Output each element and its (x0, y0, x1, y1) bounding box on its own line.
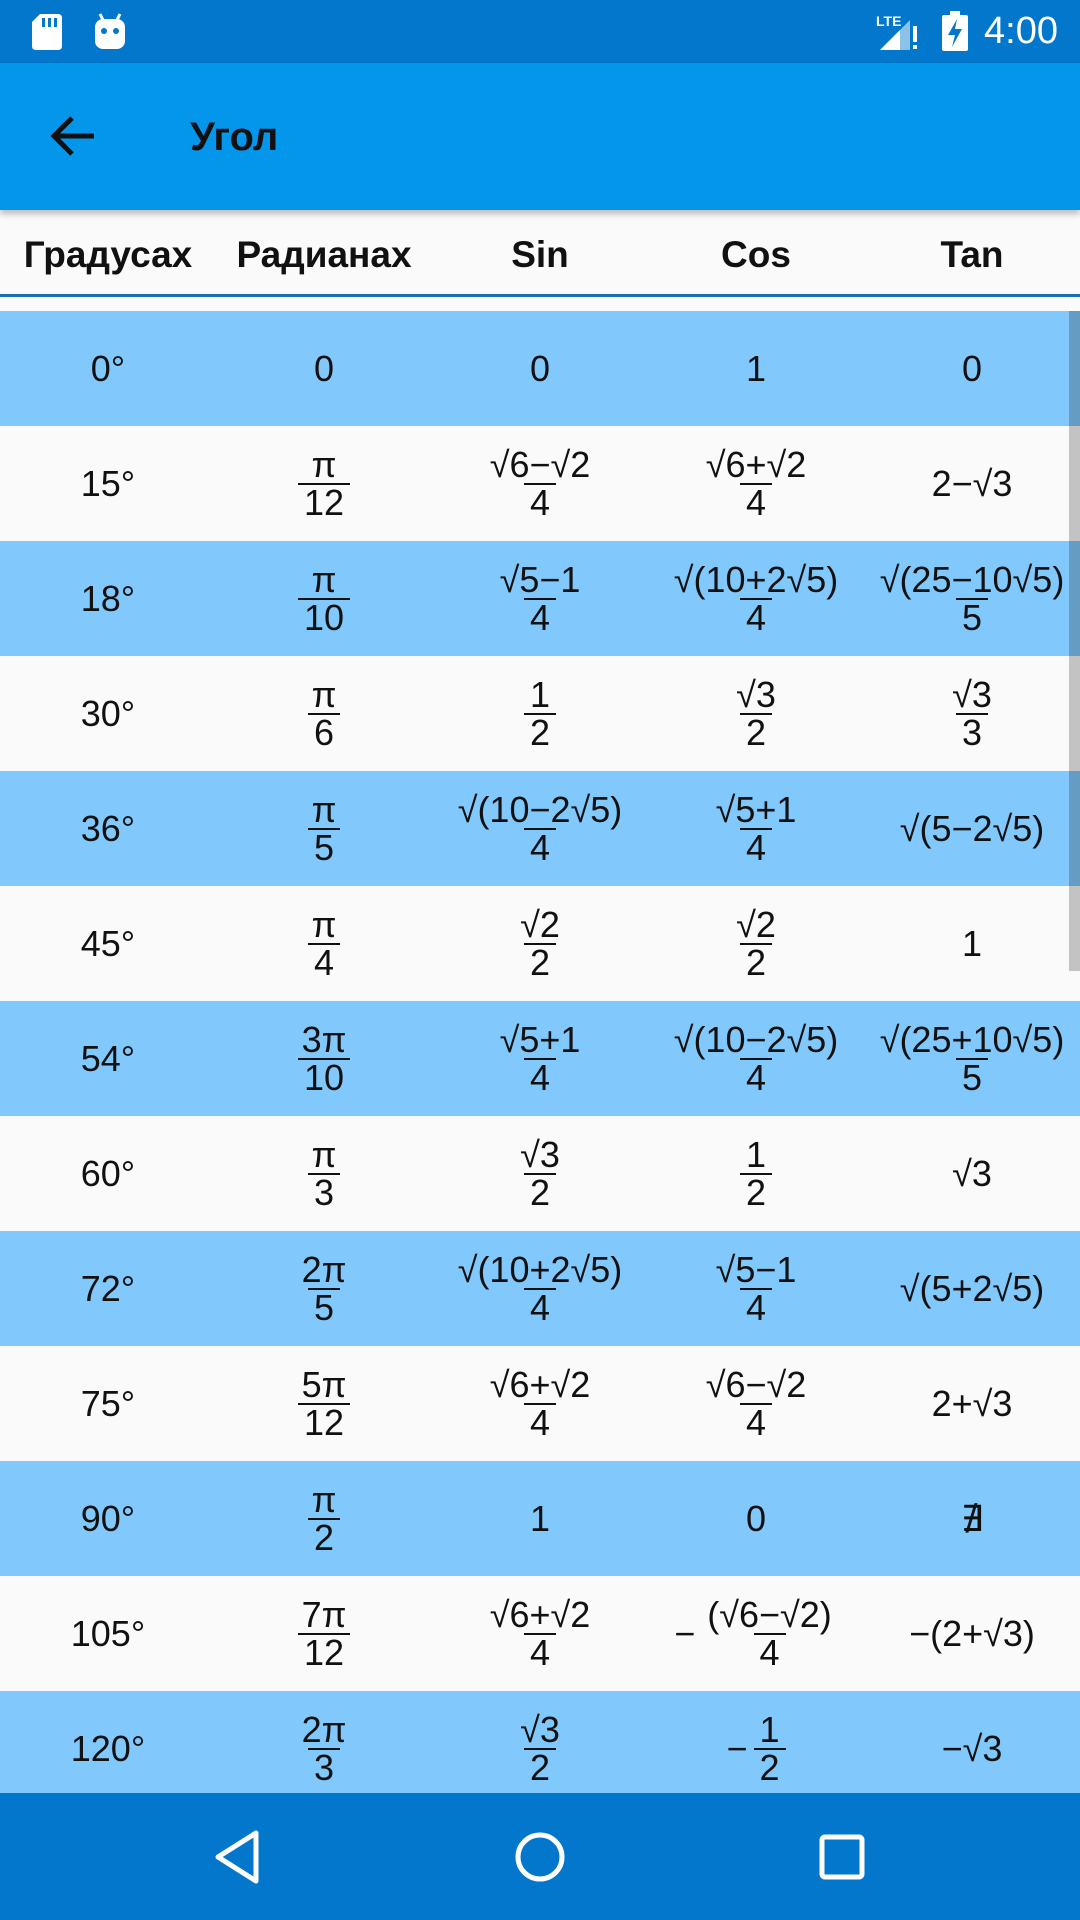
fraction: $\frac{1}{2}$ (524, 677, 556, 751)
cell-radians (216, 426, 432, 541)
cell-degrees: 90° (80, 1497, 136, 1539)
android-icon (92, 12, 128, 50)
cell-sin (432, 1691, 648, 1806)
fraction: $\frac{√6-√2}{4}$ (705, 1363, 807, 1443)
table-row (0, 1691, 1080, 1806)
cell-degrees: 30° (80, 692, 136, 734)
cell-degrees: 105° (70, 1612, 146, 1654)
fraction: $\frac{√6+√2}{4}$ (489, 1363, 591, 1443)
cell-radians (216, 1116, 432, 1231)
cell-radians (216, 1576, 432, 1691)
battery-charging-icon (940, 11, 970, 51)
cell-sin (432, 541, 648, 656)
cell-cos: 0 (745, 1497, 767, 1539)
table-row (0, 1001, 1080, 1116)
cell-radians (216, 1461, 432, 1576)
fraction: $\frac{1}{2}$ (754, 1712, 786, 1786)
fraction: $\frac{√5-1}{4}$ (499, 558, 581, 638)
cell-radians (216, 541, 432, 656)
cell-degrees: 15° (80, 462, 136, 504)
fraction: $\frac{√5+1}{4}$ (499, 1018, 581, 1098)
cell-tan: √(5+2√5) (899, 1267, 1045, 1309)
table-row (0, 1346, 1080, 1461)
trig-table (0, 311, 1080, 1806)
fraction: $\frac{√6+√2}{4}$ (489, 1593, 591, 1673)
cell-degrees: 36° (80, 807, 136, 849)
table-row (0, 886, 1080, 1001)
fraction: $\frac{√(25+10√5)}{5}$ (879, 1018, 1065, 1098)
arrow-back-icon[interactable] (48, 111, 98, 161)
cell-tan: 1 (961, 922, 983, 964)
fraction: $\frac{\pi}{5}$ (306, 792, 343, 866)
cell-cos: 1 (745, 347, 767, 389)
fraction: $\frac{√3}{2}$ (736, 673, 776, 753)
cell-tan (864, 1001, 1080, 1116)
cell-sin (432, 1001, 648, 1116)
scrollbar[interactable] (1069, 311, 1080, 971)
fraction: $\frac{√5-1}{4}$ (715, 1248, 797, 1328)
cell-tan (864, 541, 1080, 656)
cell-sin (432, 656, 648, 771)
fraction: $\frac{3\pi}{10}$ (296, 1022, 353, 1096)
table-row (0, 1116, 1080, 1231)
fraction: $\frac{√3}{2}$ (520, 1708, 560, 1788)
fraction: $\frac{\pi}{2}$ (306, 1482, 343, 1556)
table-row (0, 1461, 1080, 1576)
fraction: $\frac{√(10+2√5)}{4}$ (457, 1248, 623, 1328)
cell-sin (432, 886, 648, 1001)
cell-cos: − $\frac{(√6-√2)}{4}$ (648, 1576, 864, 1691)
fraction: $\frac{1}{2}$ (740, 1137, 772, 1211)
fraction: $\frac{\pi}{6}$ (306, 677, 343, 751)
header-radians: Радианах (236, 234, 412, 275)
cell-radians (216, 1001, 432, 1116)
lte-signal-icon (876, 12, 922, 52)
fraction: $\frac{7\pi}{12}$ (296, 1597, 353, 1671)
cell-cos (648, 426, 864, 541)
cell-cos (648, 771, 864, 886)
cell-degrees: 60° (80, 1152, 136, 1194)
fraction: $\frac{√2}{2}$ (736, 903, 776, 983)
cell-tan: ∄ (960, 1497, 984, 1539)
fraction: $\frac{5\pi}{12}$ (296, 1367, 353, 1441)
cell-degrees: 72° (80, 1267, 136, 1309)
cell-tan: √(5−2√5) (899, 807, 1045, 849)
back-triangle-icon[interactable] (206, 1825, 270, 1889)
fraction: $\frac{√6-√2}{4}$ (489, 443, 591, 523)
cell-cos (648, 541, 864, 656)
header-tan: Tan (940, 234, 1004, 275)
cell-tan: 2−√3 (931, 462, 1013, 504)
status-bar (0, 0, 1080, 63)
cell-cos (648, 1346, 864, 1461)
cell-sin (432, 1231, 648, 1346)
cell-degrees: 75° (80, 1382, 136, 1424)
fraction: $\frac{\pi}{10}$ (298, 562, 350, 636)
fraction: $\frac{2\pi}{3}$ (301, 1708, 347, 1788)
cell-sin (432, 1116, 648, 1231)
cell-degrees: 0° (90, 347, 126, 389)
header-cos: Cos (721, 234, 791, 275)
header-degrees: Градусах (23, 234, 193, 275)
cell-degrees: 120° (70, 1727, 146, 1769)
fraction: $\frac{2\pi}{5}$ (301, 1248, 347, 1328)
cell-radians (216, 886, 432, 1001)
cell-cos (648, 1116, 864, 1231)
app-bar (0, 63, 1080, 210)
table-row (0, 1576, 1080, 1691)
fraction: $\frac{√6+√2}{4}$ (705, 443, 807, 523)
cell-tan: 2+√3 (931, 1382, 1013, 1424)
table-header (0, 210, 1080, 297)
fraction: $\frac{√(10-2√5)}{4}$ (457, 788, 623, 868)
table-row (0, 771, 1080, 886)
cell-cos (648, 656, 864, 771)
header-sin: Sin (511, 234, 569, 275)
cell-tan: −√3 (941, 1727, 1003, 1769)
cell-cos (648, 886, 864, 1001)
cell-radians: 0 (313, 347, 335, 389)
clock-time: 4:00 (984, 10, 1058, 52)
recents-square-icon[interactable] (810, 1825, 874, 1889)
fraction: $\frac{\pi}{4}$ (306, 907, 343, 981)
table-row (0, 541, 1080, 656)
table-row (0, 1231, 1080, 1346)
fraction: $\frac{\pi}{12}$ (298, 447, 350, 521)
cell-tan (864, 656, 1080, 771)
fraction: $\frac{√3}{3}$ (952, 673, 992, 753)
cell-sin: 0 (529, 347, 551, 389)
table-row (0, 426, 1080, 541)
fraction: $\frac{√2}{2}$ (520, 903, 560, 983)
fraction: $\frac{√(10-2√5)}{4}$ (673, 1018, 839, 1098)
cell-degrees: 45° (80, 922, 136, 964)
cell-sin (432, 771, 648, 886)
cell-cos (648, 1231, 864, 1346)
cell-radians (216, 1691, 432, 1806)
cell-sin (432, 1346, 648, 1461)
cell-sin (432, 426, 648, 541)
cell-radians (216, 656, 432, 771)
cell-radians (216, 1231, 432, 1346)
fraction: $\frac{(√6-√2)}{4}$ (707, 1593, 832, 1673)
cell-degrees: 18° (80, 577, 136, 619)
cell-tan: −(2+√3) (909, 1612, 1035, 1654)
fraction: $\frac{√(25-10√5)}{5}$ (879, 558, 1065, 638)
cell-tan: 0 (961, 347, 983, 389)
cell-radians (216, 1346, 432, 1461)
cell-tan: √3 (952, 1152, 992, 1194)
sd-card-icon (32, 14, 62, 50)
navigation-bar (0, 1793, 1080, 1920)
table-row (0, 311, 1080, 426)
home-circle-icon[interactable] (508, 1825, 572, 1889)
fraction: $\frac{\pi}{3}$ (306, 1137, 343, 1211)
cell-sin (432, 1576, 648, 1691)
cell-cos: − $\frac{1}{2}$ (648, 1691, 864, 1806)
cell-sin: 1 (529, 1497, 551, 1539)
table-row (0, 656, 1080, 771)
page-title: Угол (190, 115, 279, 159)
cell-cos (648, 1001, 864, 1116)
svg-text:LTE: LTE (876, 13, 902, 29)
cell-degrees: 54° (80, 1037, 136, 1079)
cell-radians (216, 771, 432, 886)
fraction: $\frac{√5+1}{4}$ (715, 788, 797, 868)
fraction: $\frac{√(10+2√5)}{4}$ (673, 558, 839, 638)
fraction: $\frac{√3}{2}$ (520, 1133, 560, 1213)
